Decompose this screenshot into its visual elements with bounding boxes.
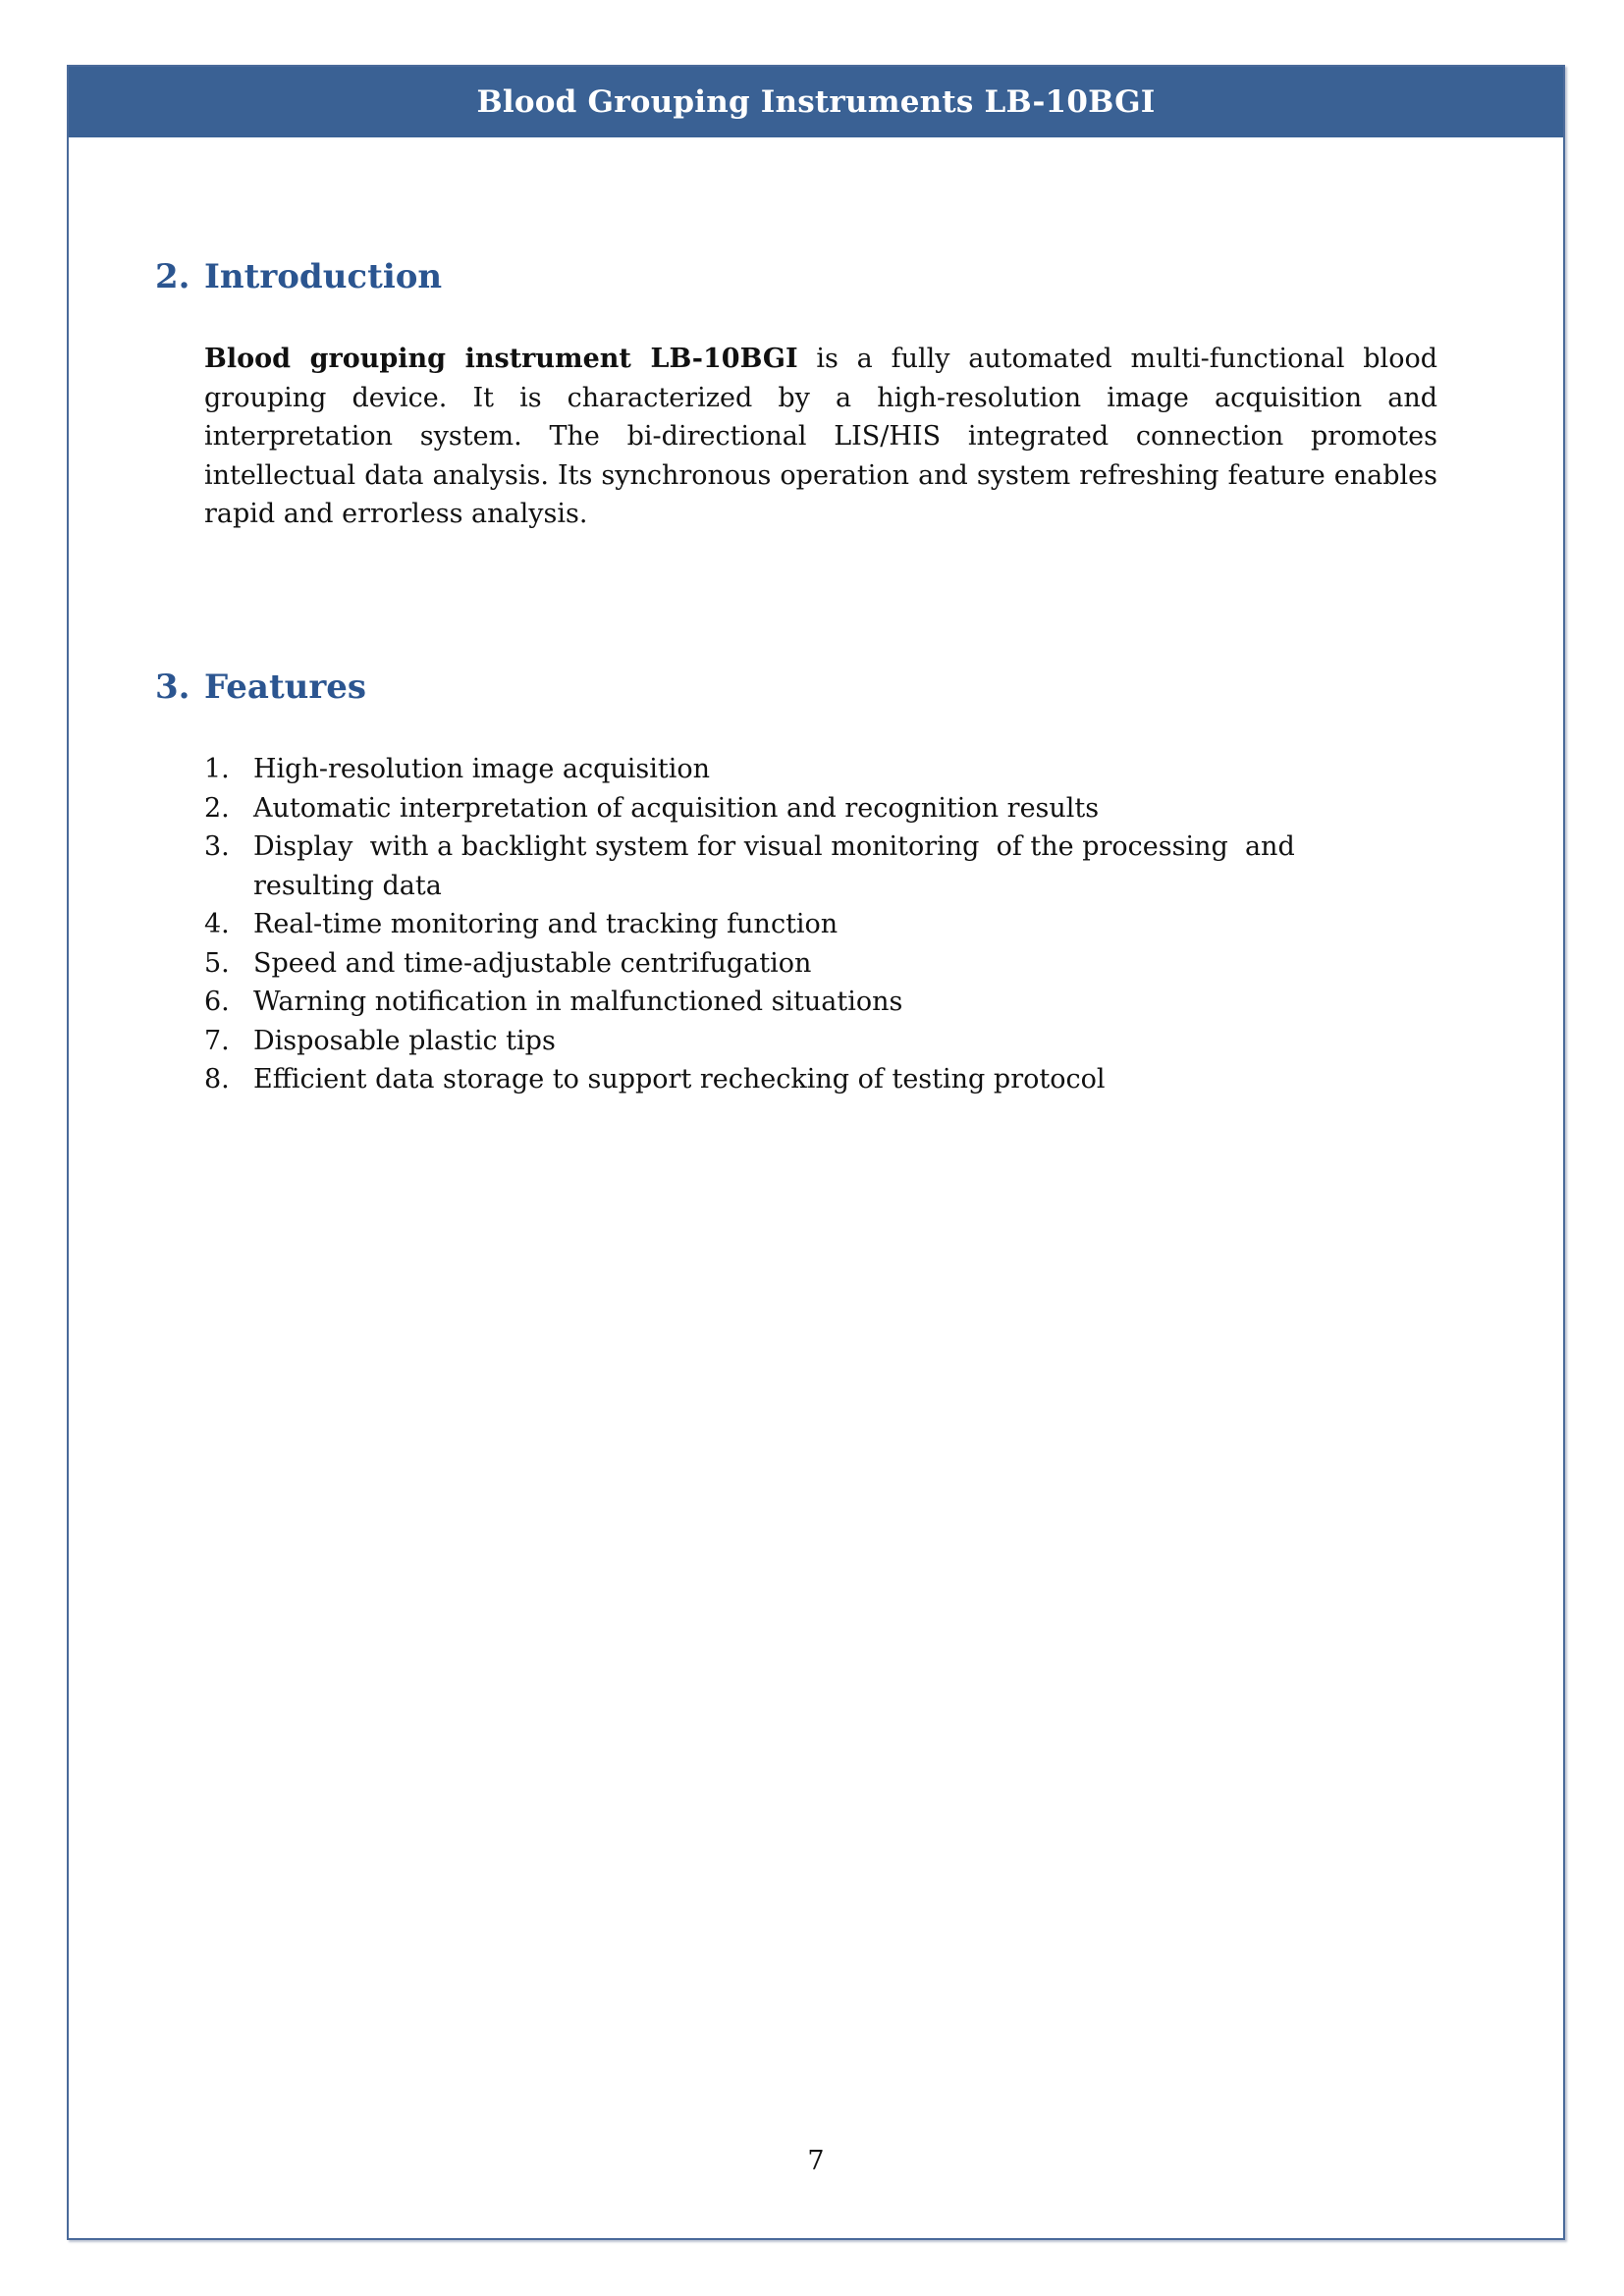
list-item (204, 944, 1333, 984)
list-item-number: 4. (204, 909, 230, 939)
features-heading (155, 667, 366, 707)
features-heading-number: 3. (155, 667, 190, 707)
list-item-text: Efficient data storage to support rechecking of testing protocol (253, 1064, 1106, 1095)
document-title: Blood Grouping Instruments LB-10BGI (476, 84, 1156, 120)
page-frame (67, 65, 1565, 2240)
introduction-lead: Blood grouping instrument LB-10BGI (204, 344, 798, 374)
list-item (204, 750, 1333, 789)
list-item-number: 6. (204, 987, 230, 1017)
list-item-text: Warning notification in malfunctioned situations (253, 987, 903, 1017)
list-item-number: 8. (204, 1064, 230, 1095)
header-bar (69, 67, 1563, 137)
list-item-number: 7. (204, 1025, 230, 1056)
list-item-number: 1. (204, 754, 230, 784)
introduction-heading (155, 257, 442, 296)
list-item (204, 789, 1333, 828)
list-item-text: Disposable plastic tips (253, 1025, 556, 1056)
list-item (204, 905, 1333, 944)
list-item-number: 5. (204, 947, 230, 979)
features-heading-title: Features (204, 667, 367, 707)
list-item (204, 828, 1333, 905)
introduction-heading-number: 2. (155, 257, 190, 296)
list-item-text: Display with a backlight system for visual monitoring of the processing and resulting data (253, 831, 1304, 901)
features-list (204, 750, 1333, 1099)
list-item (204, 1060, 1333, 1099)
introduction-heading-title: Introduction (204, 257, 443, 296)
list-item-number: 3. (204, 831, 230, 862)
list-item (204, 983, 1333, 1022)
list-item-text: Speed and time-adjustable centrifugation (253, 947, 812, 979)
list-item (204, 1022, 1333, 1061)
list-item-text: Automatic interpretation of acquisition and recognition results (253, 792, 1100, 824)
introduction-body: is a fully automated multi-functional blood grouping device. It is characterized by a high-resolution image acquisition and interpretation system. The bi-directional LIS/HIS integrated connection promotes intellectual data analysis. Its synchronous operation and system refreshing feature enables rapid and errorless analysis. (204, 344, 1437, 529)
list-item-text: High-resolution image acquisition (253, 754, 711, 784)
list-item-number: 2. (204, 792, 230, 824)
list-item-text: Real-time monitoring and tracking function (253, 909, 839, 939)
page-number: 7 (807, 2146, 825, 2176)
introduction-paragraph (204, 340, 1437, 534)
